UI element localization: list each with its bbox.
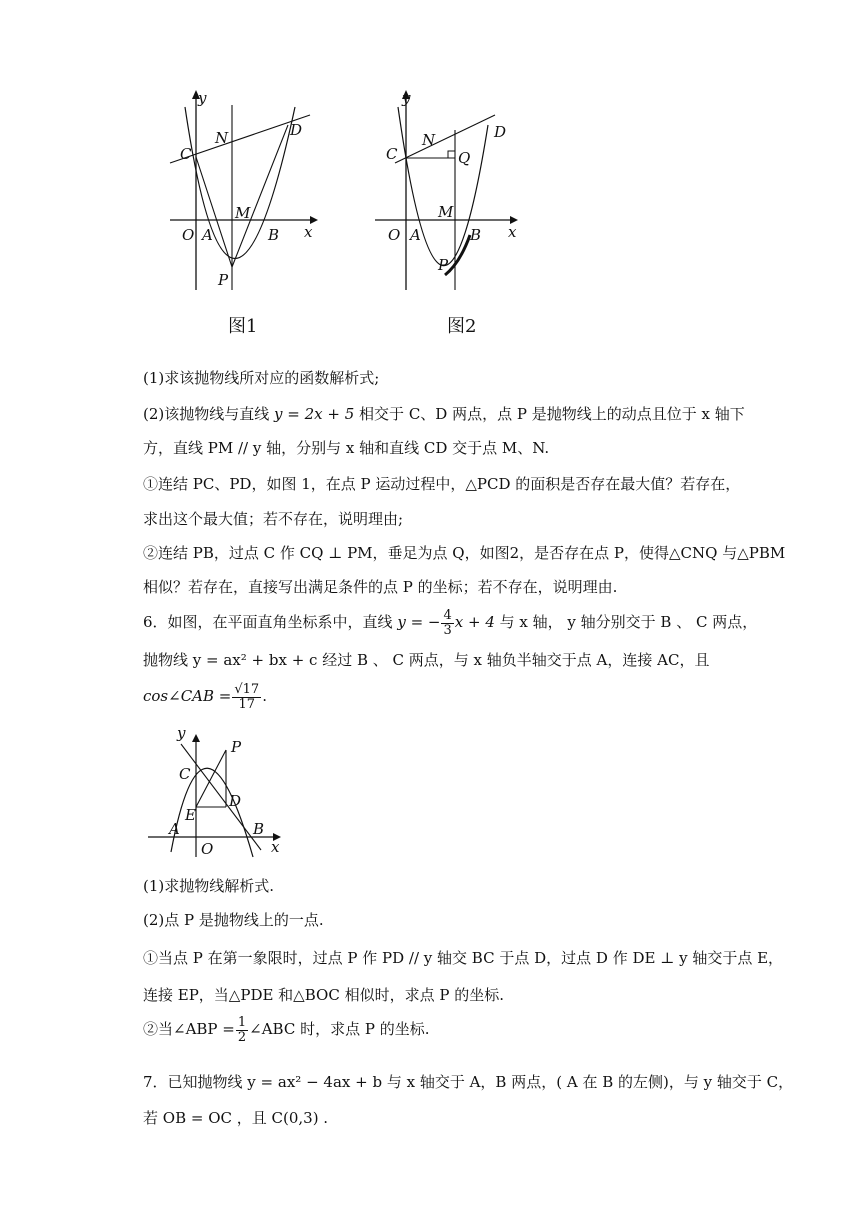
p5-q2-2b: 相似？若存在，直接写出满足条件的点 P 的坐标；若不存在，说明理由. xyxy=(143,578,618,596)
figure-3 xyxy=(143,722,293,862)
fig3-label-B: B xyxy=(253,820,265,838)
fig3-label-x: x xyxy=(271,838,280,856)
p6-cos-end: . xyxy=(262,687,267,705)
fig2-label-y: y xyxy=(402,89,411,107)
fig3-label-E: E xyxy=(185,806,196,824)
fig1-label-M: M xyxy=(235,204,251,222)
p5-q2-1: ①连结 PC、PD，如图 1，在点 P 运动过程中，△PCD 的面积是否存在最大值？若存在， xyxy=(143,475,741,493)
fig1-label-N: N xyxy=(215,129,229,147)
fig2-label-C: C xyxy=(386,145,398,163)
fig3-label-P: P xyxy=(231,738,242,756)
figure-1 xyxy=(160,85,330,300)
p6-q2-2a: ②当∠ABP = xyxy=(143,1020,235,1038)
p6-intro xyxy=(143,608,757,638)
p6-q2-1: ①当点 P 在第一象限时，过点 P 作 PD // y 轴交 BC 于点 D，过点 D 作 DE ⊥ y 轴交于点 E， xyxy=(143,949,784,967)
fig1-label-C: C xyxy=(180,145,192,163)
fig1-label-x: x xyxy=(304,223,313,241)
p6-q2: (2)点 P 是抛物线上的一点. xyxy=(143,911,324,929)
p5-q2-2: ②连结 PB，过点 C 作 CQ ⊥ PM，垂足为点 Q，如图2，是否存在点 P，使得△CNQ 与△PBM xyxy=(143,544,786,562)
p5-q2-1b: 求出这个最大值；若不存在，说明理由; xyxy=(143,510,404,528)
p6-q2-2b: ∠ABC 时，求点 P 的坐标. xyxy=(249,1020,430,1038)
p6-cos-lhs: cos∠CAB = xyxy=(143,687,232,705)
fig2-label-N: N xyxy=(422,131,436,149)
figure-2 xyxy=(370,85,540,300)
fig1-label-O: O xyxy=(182,226,195,244)
p6-q2-1b: 连接 EP，当△PDE 和△BOC 相似时，求点 P 的坐标. xyxy=(143,986,504,1004)
p6-q1: (1)求抛物线解析式. xyxy=(143,877,275,895)
p5-q2-line2: 方，直线 PM // y 轴，分别与 x 轴和直线 CD 交于点 M、N. xyxy=(143,439,550,457)
figure-2-caption: 图2 xyxy=(447,316,477,337)
fig3-label-y: y xyxy=(177,724,186,742)
p6-eq-rhs: x + 4 xyxy=(454,613,495,631)
fig3-label-C: C xyxy=(179,765,191,783)
figure-1-caption: 图1 xyxy=(228,316,258,337)
fig3-label-A: A xyxy=(169,820,180,838)
p6-cos-frac: $\frac{√17}{17}$ xyxy=(234,681,260,712)
p6-line2: 抛物线 y = ax² + bx + c 经过 B 、 C 两点，与 x 轴负半轴交于点 A，连接 AC，且 xyxy=(143,651,710,669)
p7-line1: 7．已知抛物线 y = ax² − 4ax + b 与 x 轴交于 A，B 两点，( A 在 B 的左侧)，与 y 轴交于 C， xyxy=(143,1073,794,1091)
fig3-label-O: O xyxy=(201,840,214,858)
fig2-label-P: P xyxy=(438,256,449,274)
p5-q2-eq: y = 2x + 5 xyxy=(274,405,355,423)
p5-q2-line1 xyxy=(143,404,745,424)
fig2-label-D: D xyxy=(494,123,507,141)
p6-cos xyxy=(143,682,267,712)
fig2-label-x: x xyxy=(508,223,517,241)
p5-q1: (1)求该抛物线所对应的函数解析式; xyxy=(143,369,380,387)
fig1-label-y: y xyxy=(198,89,207,107)
p5-q2-a: (2)该抛物线与直线 xyxy=(143,405,270,423)
fig2-label-Q: Q xyxy=(458,149,471,167)
fig2-label-A: A xyxy=(410,226,421,244)
p6-eq-lhs: y = − xyxy=(397,613,441,631)
fig2-label-B: B xyxy=(470,226,482,244)
fig3-label-D: D xyxy=(229,792,242,810)
p6-intro-b: 与 x 轴， y 轴分别交于 B 、 C 两点， xyxy=(499,613,758,631)
fig1-label-P: P xyxy=(218,271,229,289)
p6-intro-a: 6．如图，在平面直角坐标系中，直线 xyxy=(143,613,393,631)
fig1-label-D: D xyxy=(290,121,303,139)
fig2-label-M: M xyxy=(438,203,454,221)
p6-eq-frac: $\frac{4}{3}$ xyxy=(443,607,452,638)
p5-q2-b: 相交于 C、D 两点，点 P 是抛物线上的动点且位于 x 轴下 xyxy=(359,405,745,423)
p7-line2: 若 OB = OC ，且 C(0,3) . xyxy=(143,1109,329,1127)
p6-q2-2-frac: $\frac{1}{2}$ xyxy=(237,1014,247,1045)
fig1-label-B: B xyxy=(268,226,280,244)
p6-q2-2 xyxy=(143,1015,430,1045)
fig1-label-A: A xyxy=(202,226,213,244)
fig2-label-O: O xyxy=(388,226,401,244)
